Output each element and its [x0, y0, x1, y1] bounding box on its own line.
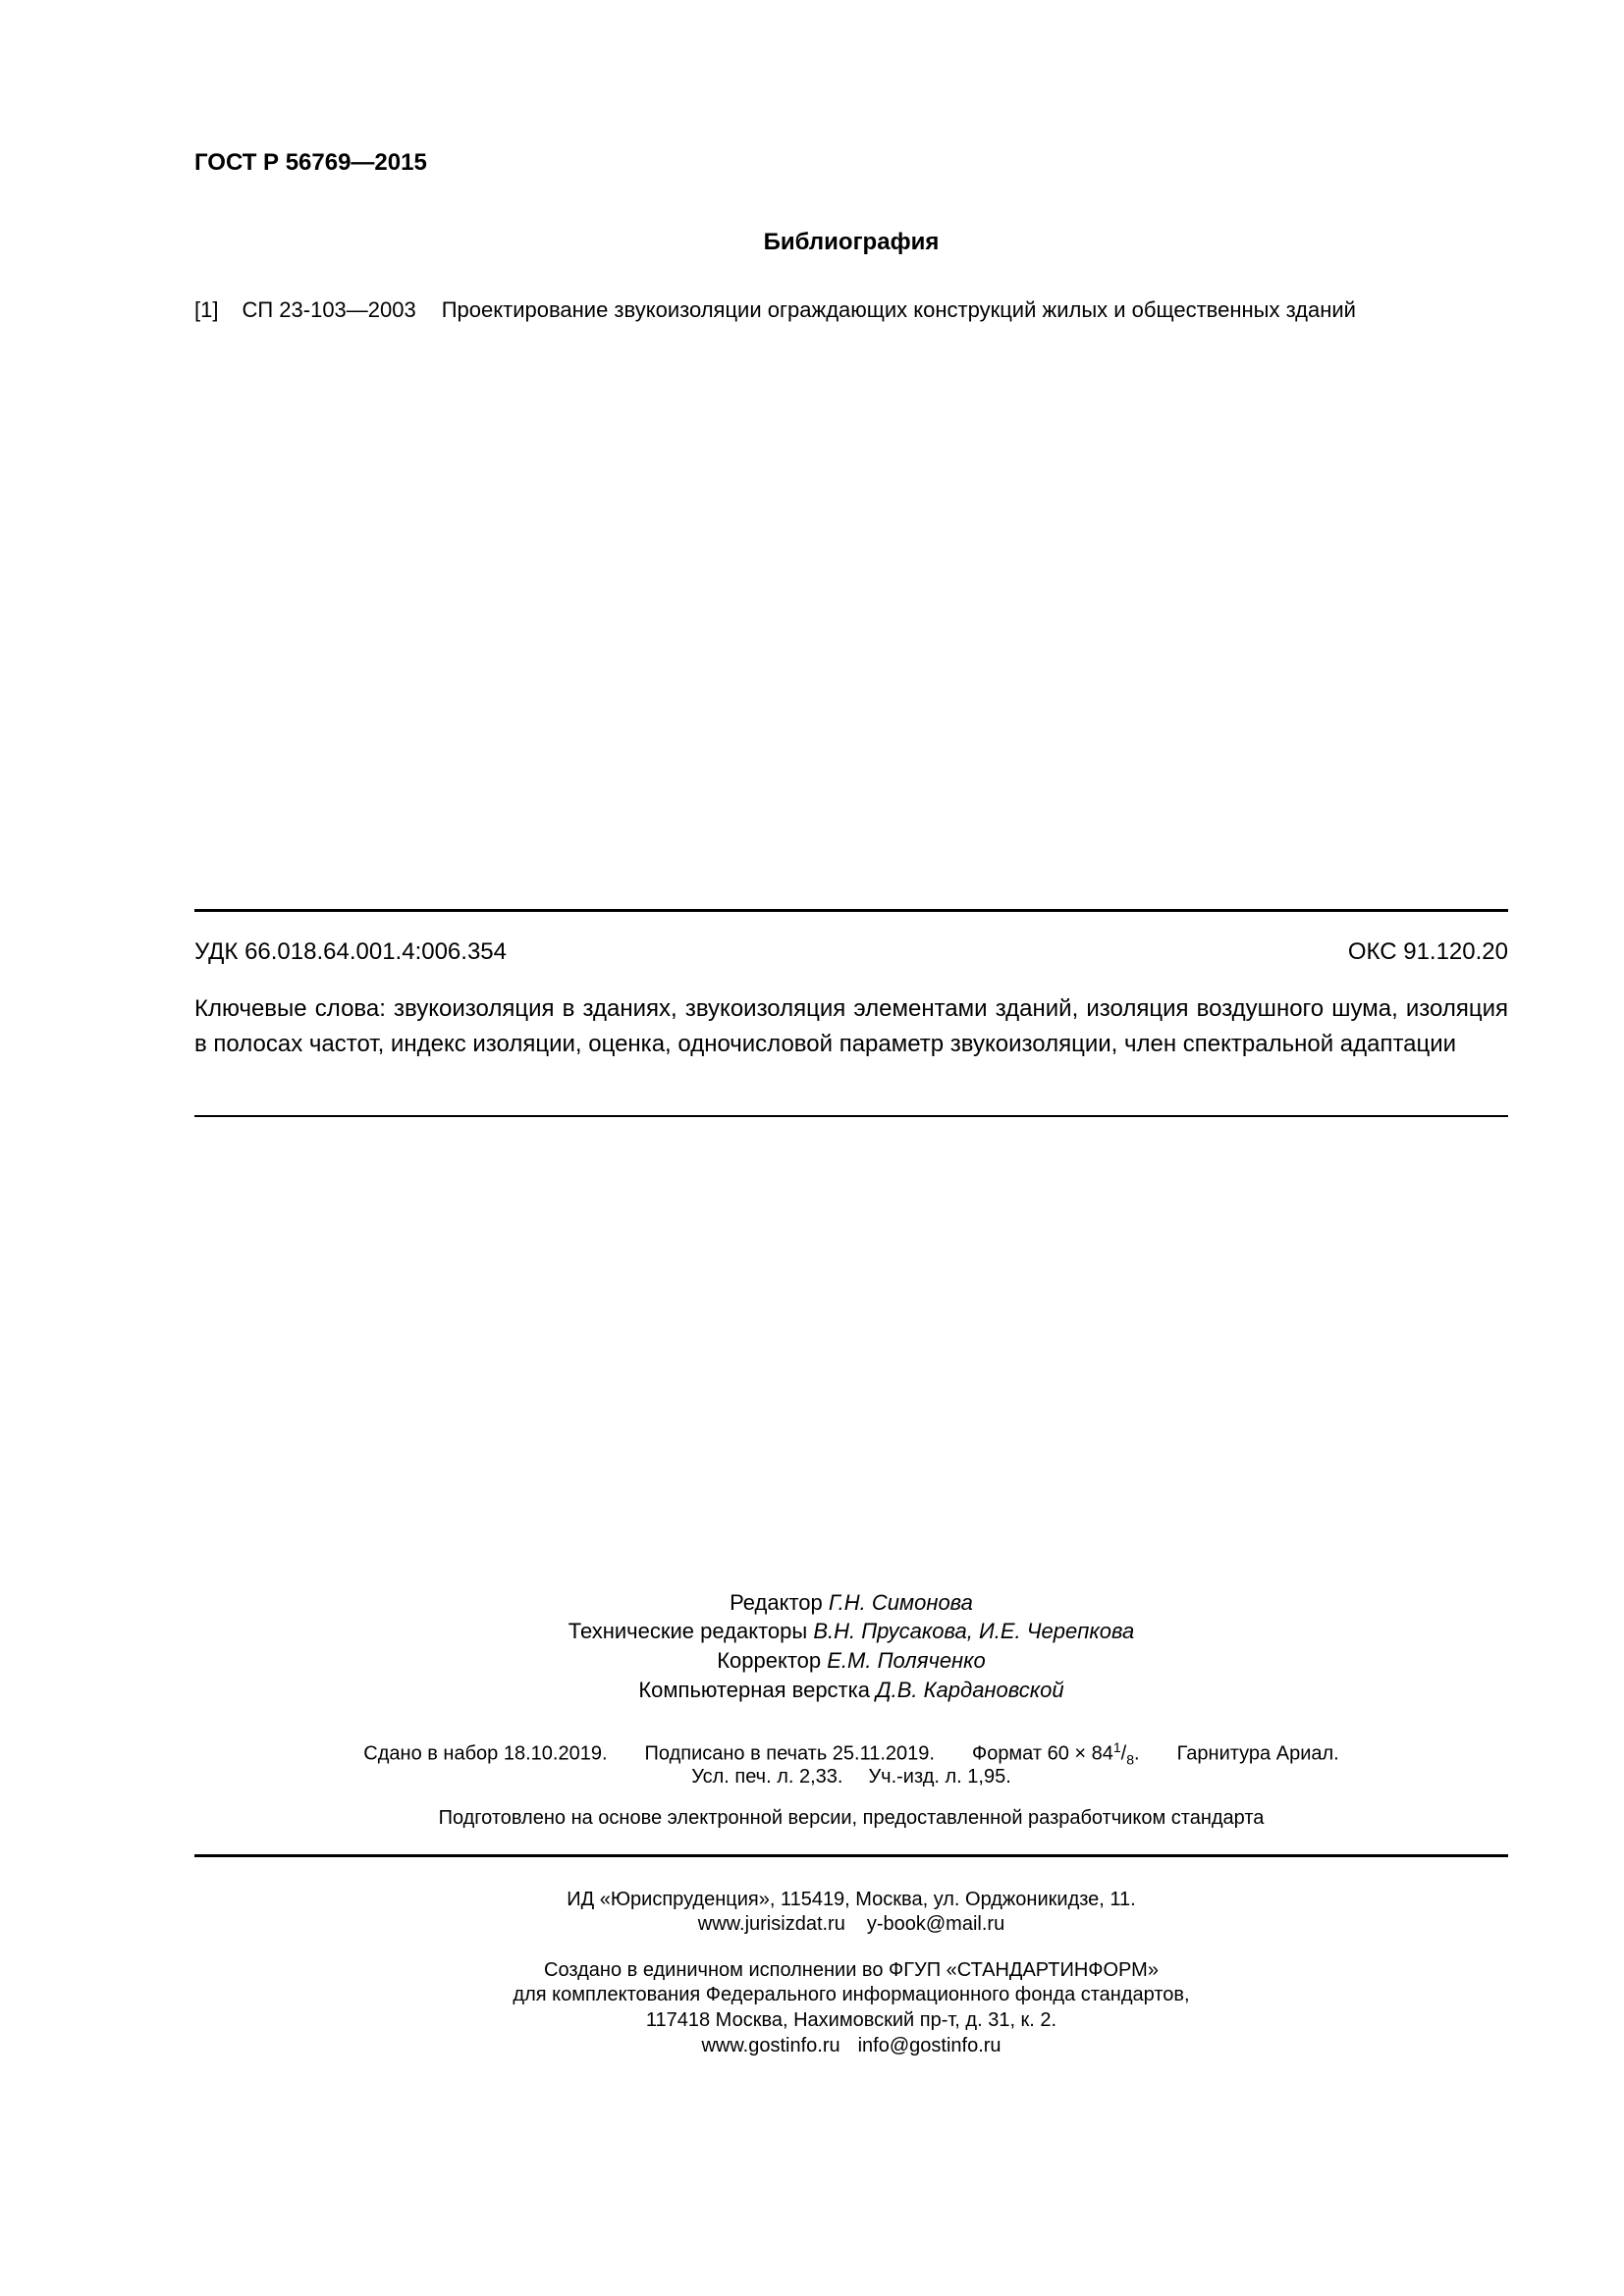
divider	[194, 1854, 1508, 1857]
producer-site[interactable]: www.gostinfo.ru	[701, 2035, 840, 2056]
keywords: Ключевые слова: звукоизоляция в зданиях, звукоизоляция элементами зданий, изоляция воздушного шума, изоляция в полосах частот, индекс изоляции, оценка, одночисловой параметр звукоизоляции, член спектральной адаптации	[194, 995, 1508, 1057]
producer-line: Создано в единичном исполнении во ФГУП «СТАНДАРТИНФОРМ»	[544, 1959, 1159, 1981]
item-number: [1]	[194, 297, 219, 322]
oks-code: ОКС 91.120.20	[1347, 938, 1508, 965]
imprint-sheets: Усл. печ. л. 2,33. Уч.-изд. л. 1,95.	[691, 1766, 1011, 1788]
producer-email[interactable]: info@gostinfo.ru	[857, 2035, 1001, 2056]
standard-id: ГОСТ Р 56769—2015	[194, 149, 427, 176]
producer-contacts	[194, 2034, 1508, 2057]
credit-line: Корректор Е.М. Поляченко	[717, 1648, 986, 1673]
divider	[194, 909, 1508, 912]
prepared-note: Подготовлено на основе электронной версии, предоставленной разработчиком стандарта	[438, 1807, 1265, 1829]
publisher-contacts	[194, 1912, 1508, 1936]
producer-address: 117418 Москва, Нахимовский пр-т, д. 31, к. 2.	[645, 2009, 1057, 2031]
imprint-line: Сдано в набор 18.10.2019. Подписано в печать 25.11.2019. Формат $60 \times 84^1/_8$. Гарнитура Ариал.	[363, 1739, 1339, 1768]
credit-line: Технические редакторы В.Н. Прусакова, И.Е. Черепкова	[568, 1619, 1135, 1643]
credit-line: Компьютерная верстка Д.В. Кардановской	[638, 1678, 1064, 1702]
publisher-email[interactable]: y-book@mail.ru	[866, 1913, 1005, 1935]
item-code: СП 23-103—2003	[242, 297, 416, 322]
item-title: Проектирование звукоизоляции ограждающих конструкций жилых и общественных зданий	[441, 297, 1356, 322]
bibliography-item	[194, 297, 1356, 323]
divider	[194, 1115, 1508, 1117]
bibliography-title: Библиография	[763, 229, 940, 255]
publisher-address: ИД «Юриспруденция», 115419, Москва, ул. Орджоникидзе, 11.	[567, 1889, 1136, 1910]
credit-line: Редактор Г.Н. Симонова	[730, 1590, 973, 1615]
udk-code: УДК 66.018.64.001.4:006.354	[194, 938, 507, 965]
publisher-site[interactable]: www.jurisizdat.ru	[697, 1913, 845, 1935]
producer-line: для комплектования Федерального информационного фонда стандартов,	[513, 1984, 1190, 2005]
